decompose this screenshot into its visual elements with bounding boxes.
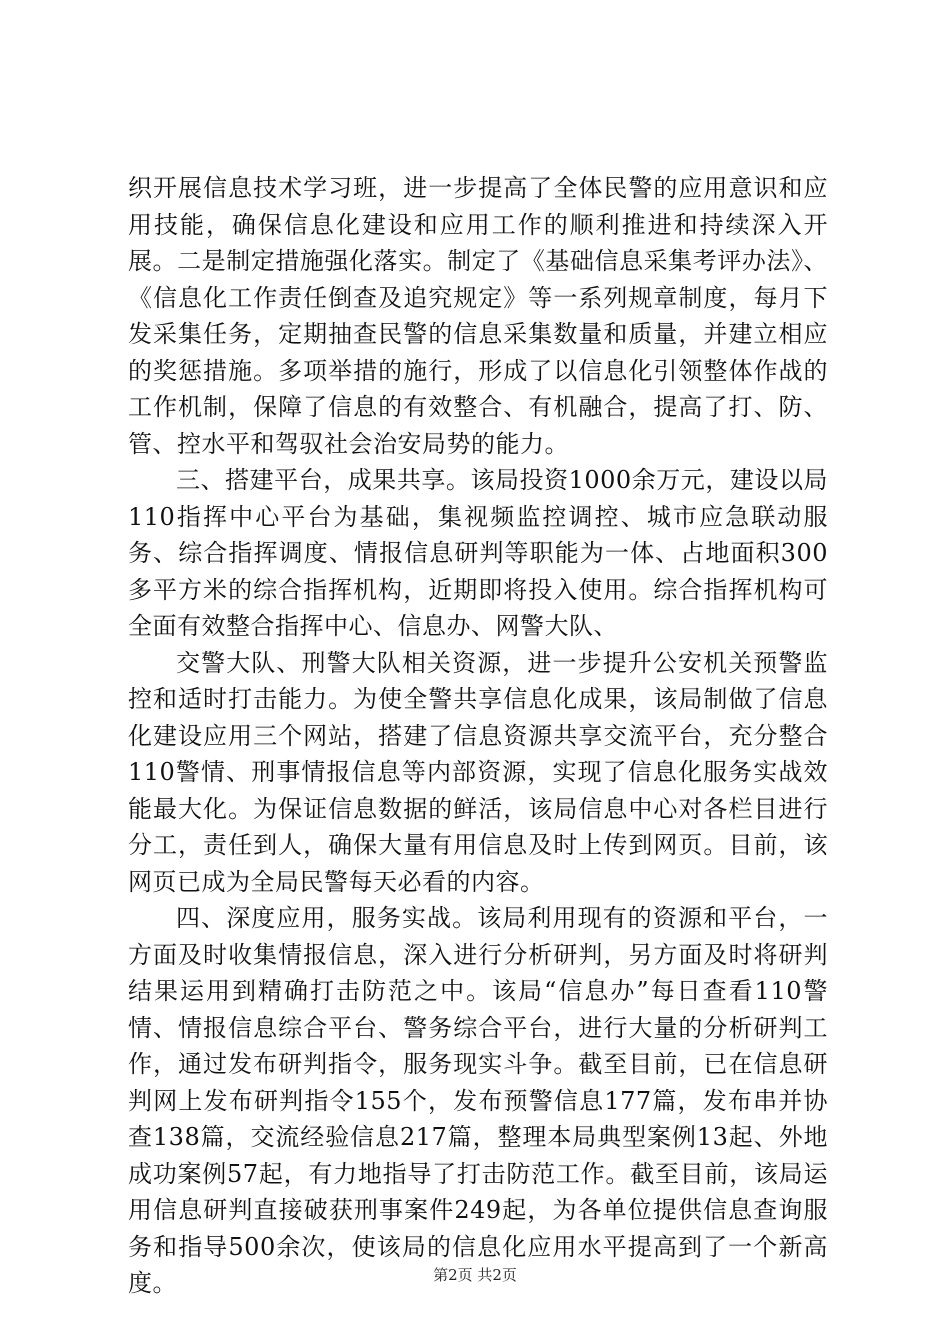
paragraph-section-four: 四、深度应用，服务实战。该局利用现有的资源和平台，一方面及时收集情报信息，深入进行分析研判，另方面及时将研判结果运用到精确打击防范之中。该局“信息办”每日查看110警情、情报信息综合平台、警务综合平台，进行大量的分析研判工作，通过发布研判指令，服务现实斗争。截至目前，已在信息研判网上发布研判指令155个，发布预警信息177篇，发布串并协查138篇，交流经验信息217篇，整理本局典型案例13起、外地成功案例57起，有力地指导了打击防范工作。截至目前，该局运用信息研判直接破获刑事案件249起，为各单位提供信息查询服务和指导500余次，使该局的信息化应用水平提高到了一个新高度。 bbox=[128, 904, 828, 1297]
paragraph-continuation: 织开展信息技术学习班，进一步提高了全体民警的应用意识和应用技能，确保信息化建设和应用工作的顺利推进和持续深入开展。二是制定措施强化落实。制定了《基础信息采集考评办法》、《信息化工作责任倒查及追究规定》等一系列规章制度，每月下发采集任务，定期抽查民警的信息采集数量和质量，并建立相应的奖惩措施。多项举措的施行，形成了以信息化引领整体作战的工作机制，保障了信息的有效整合、有机融合，提高了打、防、管、控水平和驾驭社会治安局势的能力。 bbox=[128, 174, 828, 458]
page-number: 第2页 共2页 bbox=[433, 1266, 517, 1284]
page-footer bbox=[0, 1265, 950, 1285]
paragraph-section-three-continued: 交警大队、刑警大队相关资源，进一步提升公安机关预警监控和适时打击能力。为使全警共享信息化成果，该局制做了信息化建设应用三个网站，搭建了信息资源共享交流平台，充分整合110警情、刑事情报信息等内部资源，实现了信息化服务实战效能最大化。为保证信息数据的鲜活，该局信息中心对各栏目进行分工，责任到人，确保大量有用信息及时上传到网页。目前，该网页已成为全局民警每天必看的内容。 bbox=[128, 648, 828, 896]
paragraph-section-three: 三、搭建平台，成果共享。该局投资1000余万元，建设以局110指挥中心平台为基础，集视频监控调控、城市应急联动服务、综合指挥调度、情报信息研判等职能为一体、占地面积300多平方米的综合指挥机构，近期即将投入使用。综合指挥机构可全面有效整合指挥中心、信息办、网警大队、 bbox=[128, 466, 828, 640]
body-text bbox=[128, 170, 828, 1302]
